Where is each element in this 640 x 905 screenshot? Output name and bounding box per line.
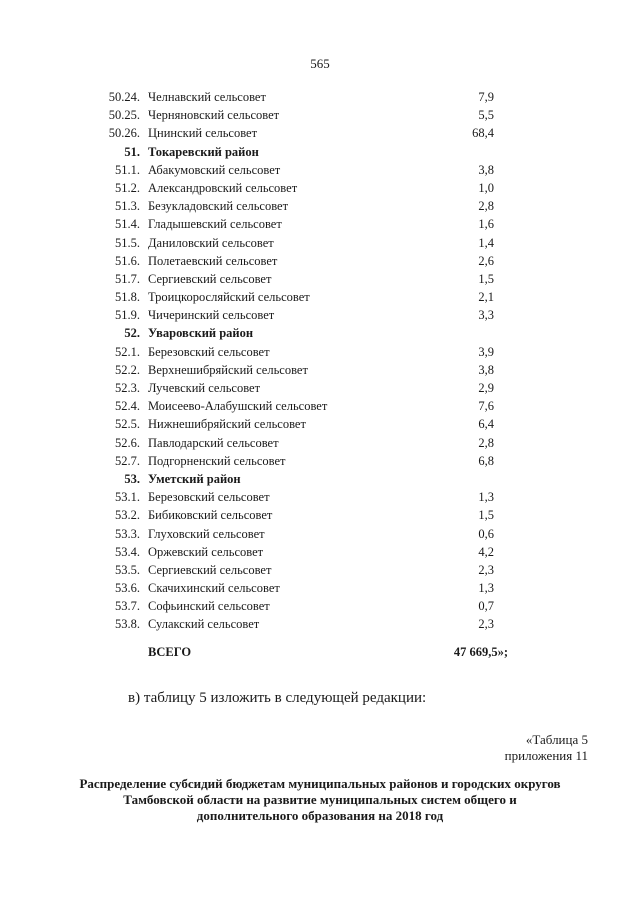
subsidy-value: 2,8 [478, 435, 494, 450]
settlement-name: Березовский сельсовет [148, 344, 270, 359]
row-number: 52.6. [115, 435, 140, 450]
settlement-name: Оржевский сельсовет [148, 544, 264, 559]
row-number: 51.1. [115, 162, 140, 177]
table-row [96, 488, 546, 506]
table-row [96, 597, 546, 615]
row-number: 53.1. [115, 490, 140, 505]
table-reference-line-1: «Таблица 5 [525, 732, 588, 747]
row-number: 53. [124, 471, 140, 486]
settlement-name: Подгорненский сельсовет [148, 453, 286, 468]
subsidy-value: 4,2 [478, 544, 494, 559]
settlement-name: Абакумовский сельсовет [148, 162, 281, 177]
row-number: 52.4. [115, 399, 140, 414]
subsidy-value: 5,5 [478, 108, 494, 123]
subsidy-value: 1,3 [478, 490, 494, 505]
table-row [96, 615, 546, 633]
subsidy-value: 7,9 [478, 90, 494, 104]
subsidy-value: 1,4 [478, 235, 494, 250]
district-row [96, 324, 546, 342]
table-row [96, 415, 546, 433]
table-row [96, 361, 546, 379]
row-number: 52. [124, 326, 140, 341]
settlement-name: Александровский сельсовет [148, 180, 298, 195]
subsidy-value: 3,3 [478, 308, 494, 323]
table-row [96, 397, 546, 415]
district-row [96, 143, 546, 161]
table-reference [505, 732, 588, 764]
table-row [96, 379, 546, 397]
row-number: 53.8. [115, 617, 140, 632]
row-number: 51.7. [115, 271, 140, 286]
settlement-name: Нижнешибряйский сельсовет [148, 417, 306, 432]
subsidy-value: 1,6 [478, 217, 494, 232]
row-number: 53.2. [115, 508, 140, 523]
settlement-name: Березовский сельсовет [148, 490, 270, 505]
row-number: 53.3. [115, 526, 140, 541]
table-row [96, 88, 546, 106]
settlement-name: Сергиевский сельсовет [148, 562, 272, 577]
row-number: 51.5. [115, 235, 140, 250]
table-row [96, 306, 546, 324]
row-number: 53.7. [115, 599, 140, 614]
subsidy-value: 3,8 [478, 162, 494, 177]
settlement-name: Моисеево-Алабушский сельсовет [148, 399, 328, 414]
subsidy-value: 1,3 [478, 581, 494, 596]
row-number: 52.2. [115, 362, 140, 377]
district-name: Уваровский район [148, 326, 254, 341]
table-row [96, 215, 546, 233]
settlement-name: Верхнешибряйский сельсовет [148, 362, 308, 377]
instruction-text: в) таблицу 5 изложить в следующей редакции: [128, 690, 427, 706]
table-row [96, 525, 546, 543]
row-number: 52.3. [115, 381, 140, 395]
table-row [96, 161, 546, 179]
table-row [96, 561, 546, 579]
table-row [96, 124, 546, 142]
subsidy-value: 7,6 [478, 399, 494, 414]
row-number: 50.26. [108, 126, 140, 141]
subsidy-table [96, 88, 546, 634]
settlement-name: Сулакский сельсовет [148, 617, 260, 632]
district-name: Уметский район [148, 471, 241, 486]
subsidy-value: 2,6 [478, 253, 494, 268]
heading-line-3: дополнительного образования на 2018 год [196, 808, 444, 823]
subsidy-value: 6,4 [478, 417, 494, 432]
settlement-name: Павлодарский сельсовет [148, 435, 279, 450]
row-number: 51.6. [115, 253, 140, 268]
table-reference-line-2: приложения 11 [504, 748, 588, 763]
row-number: 51.4. [115, 217, 140, 232]
settlement-name: Чичеринский сельсовет [148, 308, 275, 323]
settlement-name: Софьинский сельсовет [148, 599, 270, 614]
table-row [96, 543, 546, 561]
subsidy-value: 2,3 [478, 617, 494, 632]
settlement-name: Бибиковский сельсовет [148, 508, 273, 523]
heading-line-1: Распределение субсидий бюджетам муниципальных районов и городских округов [79, 776, 561, 791]
table-row [96, 106, 546, 124]
subsidy-value: 2,3 [478, 562, 494, 577]
subsidy-value: 2,9 [478, 381, 494, 395]
row-number: 53.4. [115, 544, 140, 559]
total-row [96, 640, 546, 664]
subsidy-value: 1,5 [478, 508, 494, 523]
settlement-name: Черняновский сельсовет [148, 108, 280, 123]
settlement-name: Скачихинский сельсовет [148, 581, 280, 596]
row-number: 51.3. [115, 199, 140, 214]
table-row [96, 179, 546, 197]
total-label: ВСЕГО [148, 645, 192, 659]
row-number: 52.1. [115, 344, 140, 359]
table-row [96, 234, 546, 252]
table-row [96, 252, 546, 270]
row-number: 52.7. [115, 453, 140, 468]
subsidy-value: 0,7 [478, 599, 494, 614]
subsidy-value: 1,5 [478, 271, 494, 286]
settlement-name: Даниловский сельсовет [148, 235, 274, 250]
settlement-name: Сергиевский сельсовет [148, 271, 272, 286]
subsidy-value: 3,8 [478, 362, 494, 377]
settlement-name: Цнинский сельсовет [148, 126, 258, 141]
subsidy-value: 68,4 [472, 126, 494, 141]
page-number: 565 [310, 56, 330, 71]
heading-line-2: Тамбовской области на развитие муниципальных систем общего и [123, 792, 517, 807]
settlement-name: Челнавский сельсовет [148, 90, 266, 104]
table-row [96, 197, 546, 215]
district-name: Токаревский район [148, 144, 259, 159]
district-row [96, 470, 546, 488]
subsidy-value: 2,8 [478, 199, 494, 214]
table-row [96, 270, 546, 288]
settlement-name: Гладышевский сельсовет [148, 217, 282, 232]
settlement-name: Лучевский сельсовет [148, 381, 261, 395]
table-heading [0, 776, 640, 824]
table-row [96, 288, 546, 306]
row-number: 52.5. [115, 417, 140, 432]
row-number: 51. [124, 144, 140, 159]
table-row [96, 343, 546, 361]
subsidy-value: 2,1 [478, 290, 494, 305]
table-row [96, 434, 546, 452]
settlement-name: Глуховский сельсовет [148, 526, 265, 541]
row-number: 50.25. [108, 108, 140, 123]
subsidy-value: 1,0 [478, 180, 494, 195]
table-row [96, 579, 546, 597]
settlement-name: Полетаевский сельсовет [148, 253, 278, 268]
settlement-name: Троицкоросляйский сельсовет [148, 290, 310, 305]
subsidy-value: 6,8 [478, 453, 494, 468]
row-number: 51.9. [115, 308, 140, 323]
row-number: 53.5. [115, 562, 140, 577]
row-number: 51.2. [115, 180, 140, 195]
settlement-name: Безукладовский сельсовет [148, 199, 289, 214]
table-row [96, 452, 546, 470]
subsidy-value: 3,9 [478, 344, 494, 359]
total-value: 47 669,5»; [453, 645, 508, 659]
row-number: 53.6. [115, 581, 140, 596]
table-row [96, 506, 546, 524]
row-number: 51.8. [115, 290, 140, 305]
subsidy-value: 0,6 [478, 526, 494, 541]
row-number: 50.24. [108, 90, 140, 104]
